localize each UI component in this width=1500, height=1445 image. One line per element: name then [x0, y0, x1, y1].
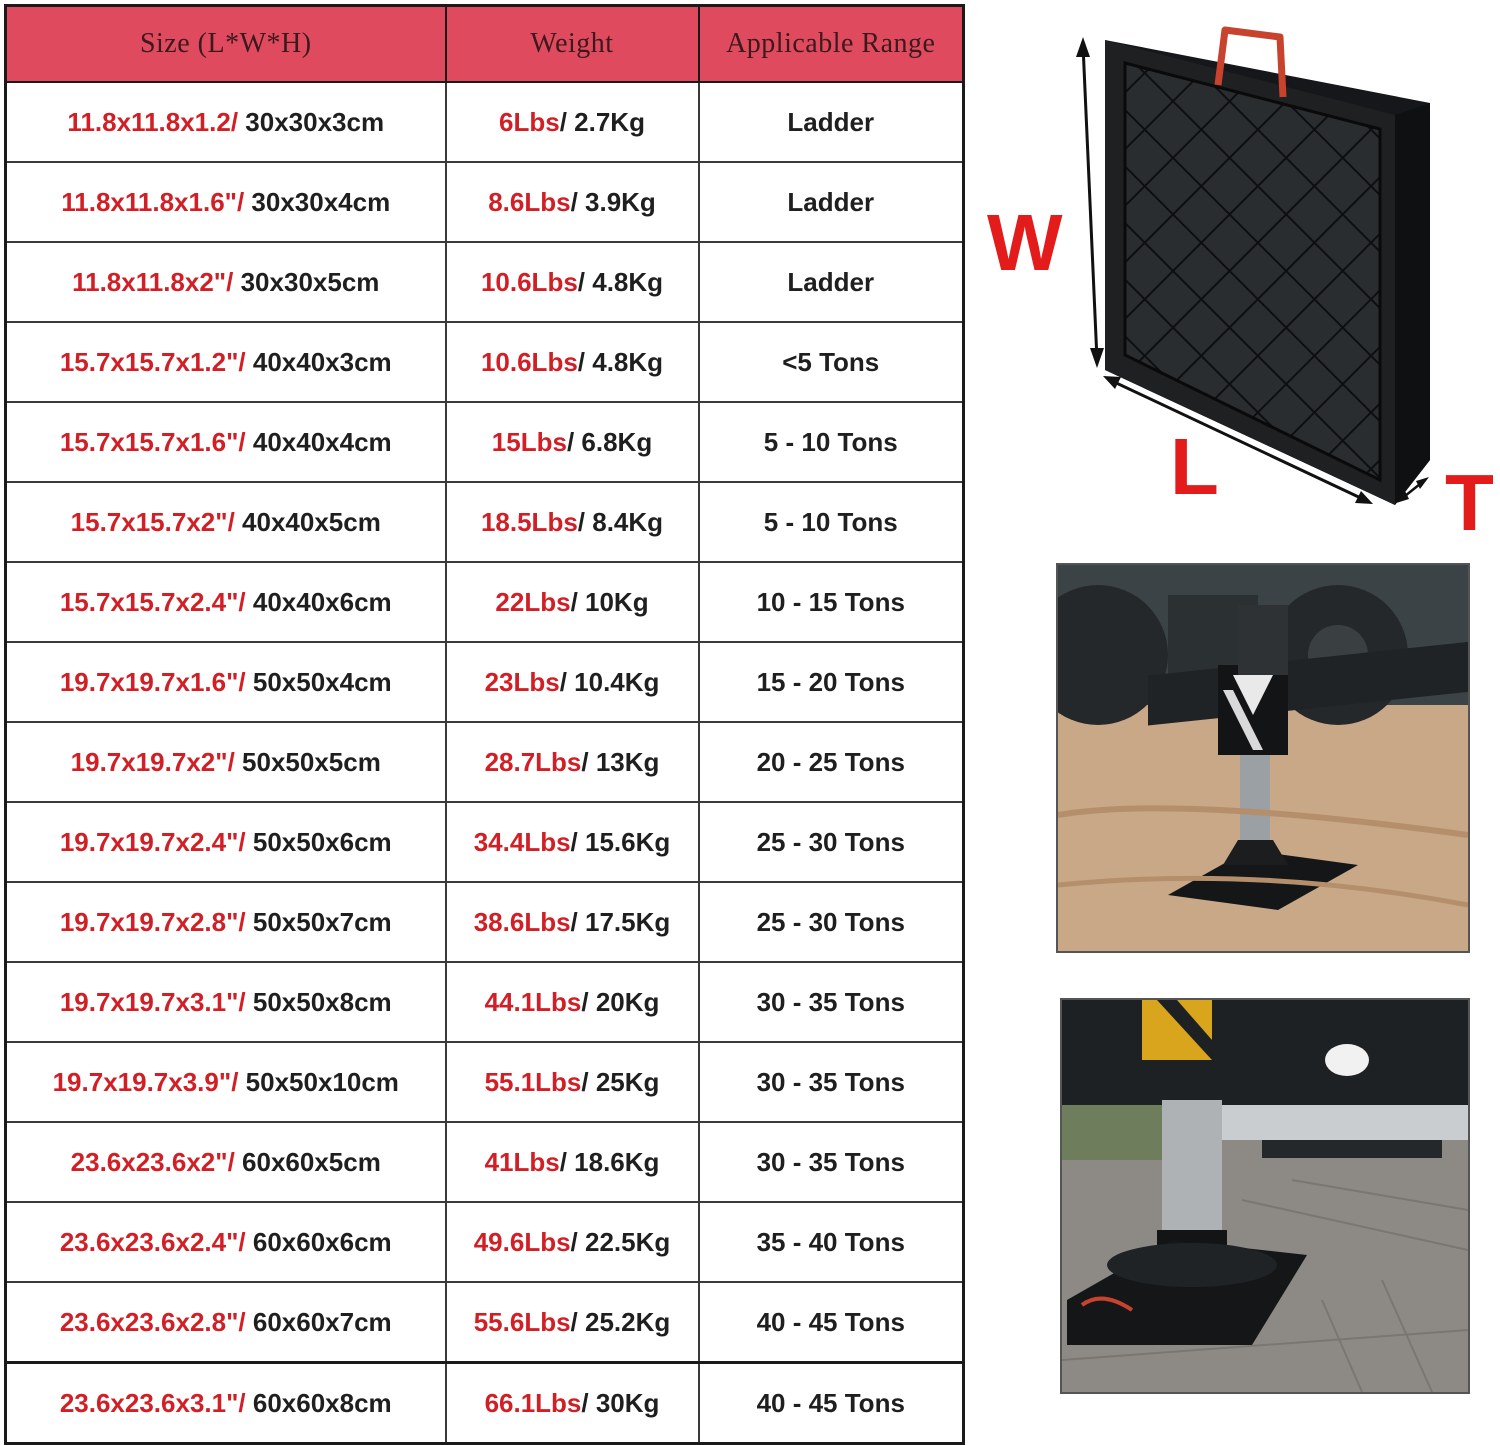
weight-cell	[446, 642, 699, 722]
table-row	[6, 162, 964, 242]
applicable-range-cell: 25 - 30 Tons	[699, 802, 964, 882]
table-row	[6, 1363, 964, 1444]
weight-pounds: 55.6Lbs	[473, 1306, 571, 1337]
size-centimeters: 60x60x7cm	[245, 1306, 392, 1337]
table-row	[6, 322, 964, 402]
size-cell	[6, 482, 446, 562]
weight-cell	[446, 1042, 699, 1122]
weight-cell	[446, 162, 699, 242]
weight-kilograms: / 30Kg	[581, 1387, 660, 1418]
size-inches: 15.7x15.7x1.6"/	[59, 426, 246, 457]
weight-cell	[446, 722, 699, 802]
size-inches: 11.8x11.8x1.6"/	[61, 186, 245, 217]
applicable-range-cell: 10 - 15 Tons	[699, 562, 964, 642]
weight-pounds: 6Lbs	[499, 106, 560, 137]
applicable-range-cell: 15 - 20 Tons	[699, 642, 964, 722]
product-diagram	[975, 15, 1495, 547]
applicable-range-cell: 25 - 30 Tons	[699, 882, 964, 962]
size-centimeters: 40x40x5cm	[234, 506, 381, 537]
applicable-range-cell: Ladder	[699, 242, 964, 322]
size-inches: 23.6x23.6x3.1"/	[59, 1387, 246, 1418]
weight-cell	[446, 962, 699, 1042]
size-inches: 23.6x23.6x2"/	[70, 1146, 235, 1177]
weight-pounds: 41Lbs	[484, 1146, 560, 1177]
weight-cell	[446, 1282, 699, 1363]
size-cell	[6, 722, 446, 802]
size-cell	[6, 322, 446, 402]
weight-kilograms: / 25.2Kg	[570, 1306, 671, 1337]
applicable-range-cell: 30 - 35 Tons	[699, 1122, 964, 1202]
weight-pounds: 34.4Lbs	[473, 826, 571, 857]
crane-on-sand-image	[1058, 565, 1468, 951]
size-cell	[6, 802, 446, 882]
applicable-range-cell: 5 - 10 Tons	[699, 402, 964, 482]
table-row	[6, 1042, 964, 1122]
crane-on-pavement-image	[1062, 1000, 1468, 1392]
weight-kilograms: / 18.6Kg	[559, 1146, 660, 1177]
weight-cell	[446, 1122, 699, 1202]
weight-cell	[446, 82, 699, 162]
size-centimeters: 50x50x10cm	[238, 1066, 399, 1097]
table-row	[6, 962, 964, 1042]
size-cell	[6, 882, 446, 962]
spec-table	[4, 4, 965, 1445]
size-inches: 11.8x11.8x2"/	[72, 266, 234, 297]
crane-on-sand-photo	[1056, 563, 1470, 953]
size-cell	[6, 162, 446, 242]
weight-kilograms: / 3.9Kg	[570, 186, 656, 217]
applicable-range-cell: 40 - 45 Tons	[699, 1363, 964, 1444]
size-cell	[6, 1282, 446, 1363]
weight-cell	[446, 242, 699, 322]
size-inches: 15.7x15.7x1.2"/	[59, 346, 246, 377]
size-centimeters: 40x40x4cm	[245, 426, 392, 457]
weight-pounds: 28.7Lbs	[484, 746, 582, 777]
table-row	[6, 562, 964, 642]
weight-cell	[446, 1202, 699, 1282]
weight-cell	[446, 882, 699, 962]
table-header-row	[6, 6, 964, 83]
weight-cell	[446, 482, 699, 562]
size-inches: 19.7x19.7x2"/	[70, 746, 235, 777]
size-centimeters: 60x60x8cm	[245, 1387, 392, 1418]
weight-pounds: 22Lbs	[495, 586, 571, 617]
header-size: Size (L*W*H)	[6, 6, 446, 83]
table-row	[6, 1122, 964, 1202]
weight-pounds: 10.6Lbs	[480, 266, 578, 297]
table-row	[6, 642, 964, 722]
applicable-range-cell: 40 - 45 Tons	[699, 1282, 964, 1363]
weight-pounds: 23Lbs	[484, 666, 560, 697]
applicable-range-cell: 30 - 35 Tons	[699, 1042, 964, 1122]
size-centimeters: 30x30x3cm	[238, 106, 385, 137]
weight-kilograms: / 8.4Kg	[577, 506, 664, 537]
size-inches: 19.7x19.7x3.1"/	[59, 986, 246, 1017]
table-row	[6, 482, 964, 562]
applicable-range-cell: 30 - 35 Tons	[699, 962, 964, 1042]
size-inches: 15.7x15.7x2"/	[70, 506, 235, 537]
weight-pounds: 15Lbs	[491, 426, 567, 457]
size-cell	[6, 402, 446, 482]
table-row	[6, 402, 964, 482]
size-centimeters: 60x60x5cm	[234, 1146, 381, 1177]
weight-pounds: 8.6Lbs	[488, 186, 571, 217]
weight-kilograms: / 6.8Kg	[566, 426, 653, 457]
weight-cell	[446, 562, 699, 642]
weight-kilograms: / 4.8Kg	[577, 266, 664, 297]
size-centimeters: 30x30x5cm	[233, 266, 380, 297]
size-centimeters: 50x50x5cm	[234, 746, 381, 777]
length-label: L	[1170, 422, 1219, 511]
weight-pounds: 55.1Lbs	[484, 1066, 582, 1097]
weight-kilograms: / 25Kg	[581, 1066, 660, 1097]
weight-pounds: 49.6Lbs	[473, 1226, 571, 1257]
applicable-range-cell: Ladder	[699, 162, 964, 242]
weight-pounds: 44.1Lbs	[484, 986, 582, 1017]
weight-kilograms: / 22.5Kg	[570, 1226, 671, 1257]
size-centimeters: 50x50x8cm	[245, 986, 392, 1017]
size-centimeters: 50x50x7cm	[245, 906, 392, 937]
weight-pounds: 10.6Lbs	[480, 346, 578, 377]
size-cell	[6, 82, 446, 162]
size-centimeters: 60x60x6cm	[245, 1226, 392, 1257]
applicable-range-cell: 35 - 40 Tons	[699, 1202, 964, 1282]
weight-cell	[446, 1363, 699, 1444]
width-label: W	[987, 198, 1063, 287]
size-cell	[6, 962, 446, 1042]
size-cell	[6, 1363, 446, 1444]
weight-pounds: 66.1Lbs	[484, 1387, 582, 1418]
size-cell	[6, 562, 446, 642]
weight-kilograms: / 4.8Kg	[577, 346, 664, 377]
size-cell	[6, 242, 446, 322]
size-inches: 19.7x19.7x2.4"/	[59, 826, 246, 857]
weight-kilograms: / 13Kg	[581, 746, 660, 777]
thickness-label: T	[1445, 458, 1494, 547]
size-centimeters: 40x40x6cm	[245, 586, 392, 617]
weight-kilograms: / 10.4Kg	[559, 666, 660, 697]
weight-cell	[446, 402, 699, 482]
weight-cell	[446, 802, 699, 882]
size-inches: 15.7x15.7x2.4"/	[59, 586, 246, 617]
table-row	[6, 802, 964, 882]
size-inches: 23.6x23.6x2.8"/	[59, 1306, 246, 1337]
table-row	[6, 82, 964, 162]
size-centimeters: 50x50x6cm	[245, 826, 392, 857]
weight-kilograms: / 10Kg	[570, 586, 649, 617]
size-cell	[6, 1042, 446, 1122]
size-inches: 11.8x11.8x1.2/	[67, 106, 239, 137]
size-inches: 19.7x19.7x1.6"/	[59, 666, 246, 697]
applicable-range-cell: 5 - 10 Tons	[699, 482, 964, 562]
weight-kilograms: / 20Kg	[581, 986, 660, 1017]
size-centimeters: 40x40x3cm	[245, 346, 392, 377]
applicable-range-cell: 20 - 25 Tons	[699, 722, 964, 802]
applicable-range-cell: <5 Tons	[699, 322, 964, 402]
size-inches: 23.6x23.6x2.4"/	[59, 1226, 246, 1257]
weight-kilograms: / 2.7Kg	[559, 106, 645, 137]
weight-pounds: 38.6Lbs	[473, 906, 571, 937]
crane-on-pavement-photo	[1060, 998, 1470, 1394]
table-row	[6, 242, 964, 322]
table-row	[6, 1282, 964, 1363]
size-inches: 19.7x19.7x3.9"/	[52, 1066, 239, 1097]
size-cell	[6, 1122, 446, 1202]
table-row	[6, 722, 964, 802]
weight-kilograms: / 15.6Kg	[570, 826, 671, 857]
table-row	[6, 1202, 964, 1282]
header-applicable-range: Applicable Range	[699, 6, 964, 83]
weight-cell	[446, 322, 699, 402]
size-inches: 19.7x19.7x2.8"/	[59, 906, 246, 937]
size-centimeters: 50x50x4cm	[245, 666, 392, 697]
weight-pounds: 18.5Lbs	[480, 506, 578, 537]
size-centimeters: 30x30x4cm	[244, 186, 391, 217]
table-row	[6, 882, 964, 962]
size-cell	[6, 642, 446, 722]
weight-kilograms: / 17.5Kg	[570, 906, 671, 937]
header-weight: Weight	[446, 6, 699, 83]
size-cell	[6, 1202, 446, 1282]
applicable-range-cell: Ladder	[699, 82, 964, 162]
